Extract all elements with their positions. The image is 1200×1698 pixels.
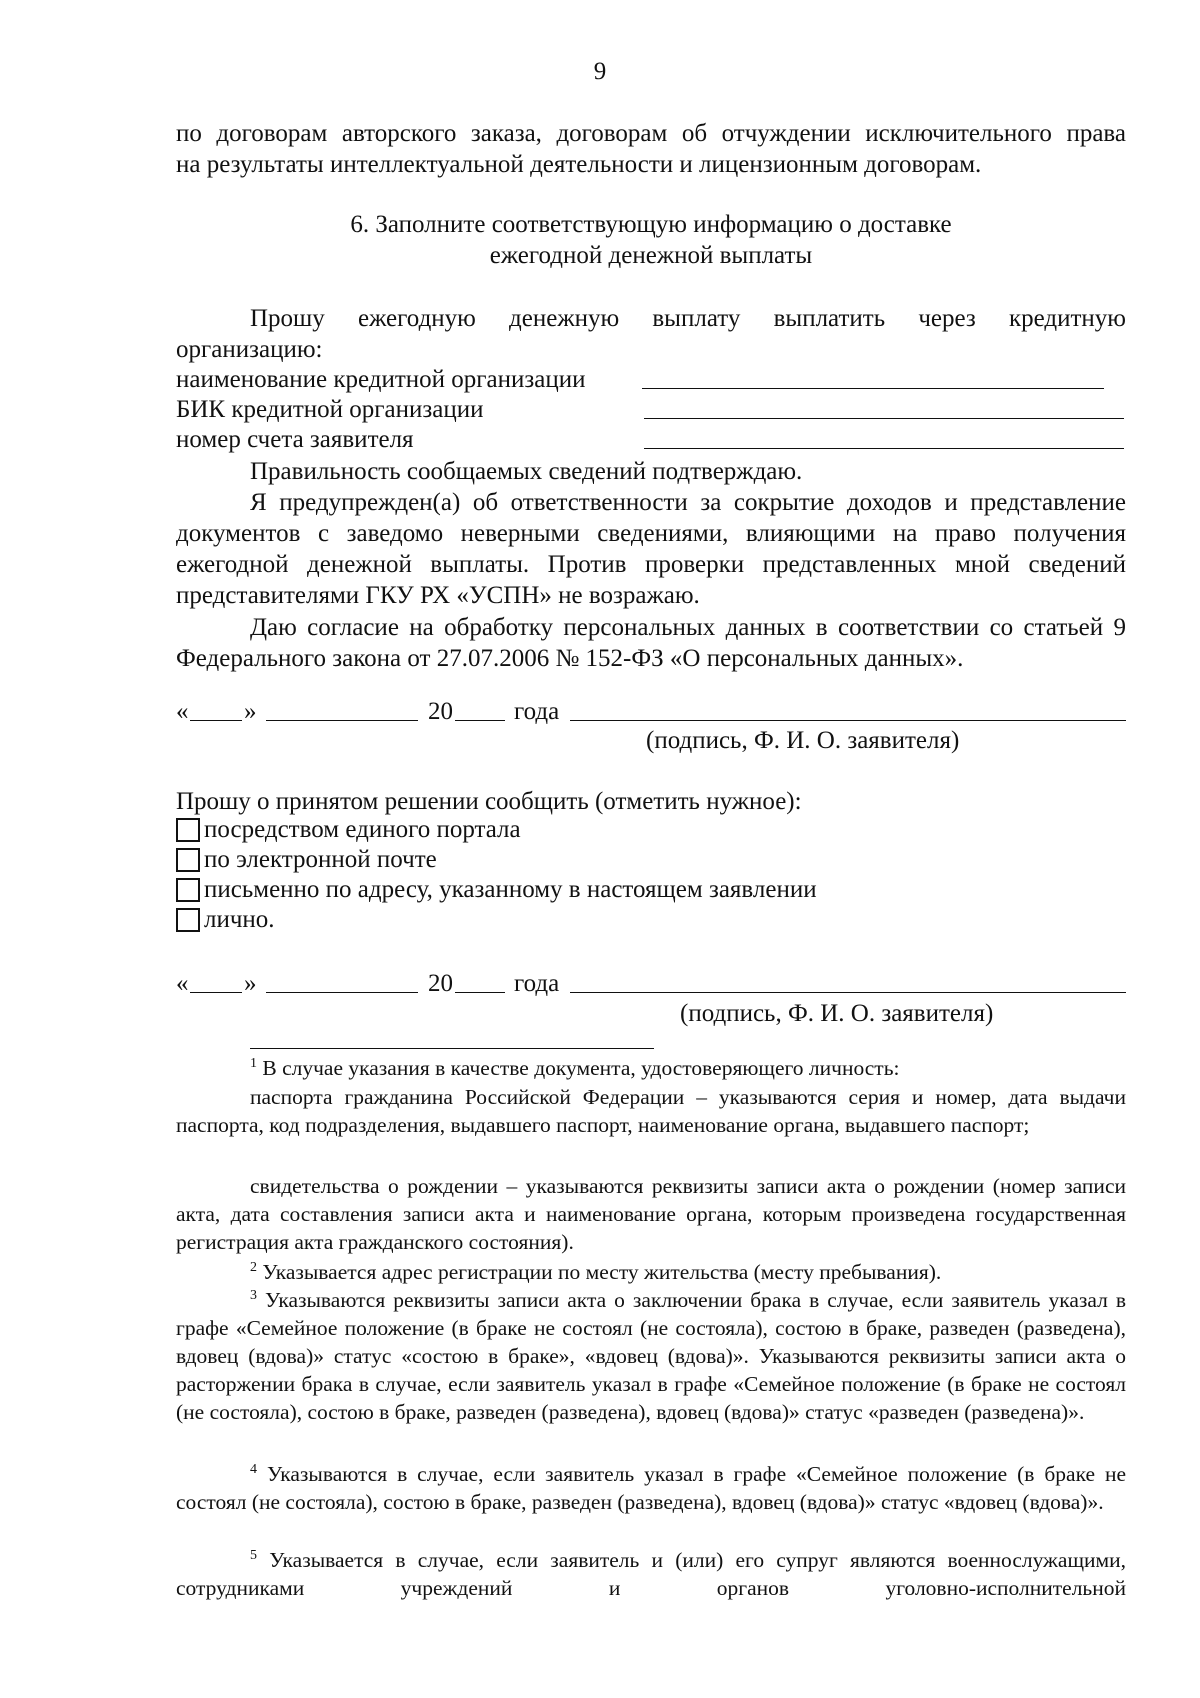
footnote-3-mark: 3 (250, 1288, 257, 1303)
year-field[interactable] (455, 720, 505, 721)
intro-line-2: на результаты интеллектуальной деятельности и лицензионным договорам. (176, 151, 982, 178)
footnote-separator (250, 1048, 654, 1049)
footnote-5 (176, 1546, 1126, 1602)
date-close-quote-2: » (244, 970, 257, 997)
day-field-2[interactable] (190, 992, 242, 993)
footnote-1-passport: паспорта гражданина Российской Федерации – указываются серия и номер, дата выдачи паспорта, код подразделения, выдавшего паспорт, наименование органа, выдавшего паспорт; (176, 1085, 1126, 1137)
option-email-label: по электронной почте (204, 846, 437, 873)
notify-heading: Прошу о принятом решении сообщить (отметить нужное): (176, 788, 802, 815)
option-mail-label: письменно по адресу, указанному в настоящем заявлении (204, 876, 817, 903)
section-title-line-1: 6. Заполните соответствующую информацию о доставке (350, 211, 952, 238)
footnote-1-intro (250, 1054, 1126, 1082)
footnote-5-mark: 5 (250, 1548, 257, 1563)
option-personal-label: лично. (204, 906, 275, 933)
intro-line-1: по договорам авторского заказа, договорам об отчуждении исключительного права (176, 120, 1126, 147)
date-open-quote: « (176, 698, 189, 725)
month-field[interactable] (266, 720, 418, 721)
consent-paragraph: Даю согласие на обработку персональных данных в соответствии со статьей 9 Федерального закона от 27.07.2006 № 152-ФЗ «О персональных данных». (176, 614, 1126, 672)
account-field[interactable] (644, 448, 1124, 449)
date-open-quote-2: « (176, 970, 189, 997)
request-line-1: Прошу ежегодную денежную выплату выплатить через кредитную (250, 305, 1126, 332)
footnote-2-mark: 2 (250, 1260, 257, 1275)
footnote-1-mark: 1 (250, 1056, 257, 1071)
request-line-2: организацию: (176, 336, 323, 363)
footnote-3 (176, 1286, 1126, 1426)
signature-caption-2: (подпись, Ф. И. О. заявителя) (680, 1000, 994, 1027)
footnote-3-text: Указываются реквизиты записи акта о заключении брака в случае, если заявитель указал в графе «Семейное положение (в браке не состоял (не состояла), состою в браке, разведен (разведена), вдовец (вдова)» статус «состою в браке», «вдовец (вдова)». Указываются реквизиты записи акта о расторжении брака в случае, если заявитель указал в графе «Семейное положение (в браке не состоял (не состояла), состою в браке, разведен (разведена), вдовец (вдова)» статус «разведен (разведена)». (176, 1288, 1126, 1424)
checkbox-mail[interactable] (176, 878, 200, 902)
footnote-1-intro-text: В случае указания в качестве документа, удостоверяющего личность: (262, 1056, 900, 1080)
confirm-text: Правильность сообщаемых сведений подтверждаю. (250, 458, 803, 485)
signature-caption: (подпись, Ф. И. О. заявителя) (646, 727, 960, 754)
day-field[interactable] (190, 720, 242, 721)
year-field-2[interactable] (455, 992, 505, 993)
checkbox-portal[interactable] (176, 818, 200, 842)
year-prefix: 20 (428, 698, 453, 725)
signature-field-2[interactable] (570, 992, 1126, 993)
footnote-4-text: Указываются в случае, если заявитель указал в графе «Семейное положение (в браке не состоял (не состояла), состою в браке, разведен (разведена), вдовец (вдова)» статус «вдовец (вдова)». (176, 1462, 1126, 1514)
section-title-line-2: ежегодной денежной выплаты (489, 242, 813, 269)
page-number: 9 (593, 58, 607, 85)
bank-name-label: наименование кредитной организации (176, 366, 586, 393)
signature-field[interactable] (570, 720, 1126, 721)
bik-field[interactable] (644, 418, 1124, 419)
year-word: года (514, 698, 560, 725)
footnote-4-mark: 4 (250, 1462, 257, 1477)
year-word-2: года (514, 970, 560, 997)
option-portal-label: посредством единого портала (204, 816, 521, 843)
footnote-2 (176, 1258, 1126, 1286)
footnote-1-birth: свидетельства о рождении – указываются реквизиты записи акта о рождении (номер записи акта, дата составления записи акта и наименование органа, которым произведена государственная регистрация акта гражданского состояния). (176, 1174, 1126, 1254)
footnote-4 (176, 1460, 1126, 1516)
date-close-quote: » (244, 698, 257, 725)
month-field-2[interactable] (266, 992, 418, 993)
checkbox-personal[interactable] (176, 908, 200, 932)
checkbox-email[interactable] (176, 848, 200, 872)
year-prefix-2: 20 (428, 970, 453, 997)
footnote-5-text: Указывается в случае, если заявитель и (или) его супруг являются военнослужащими, сотрудниками учреждений и органов уголовно-исполнительной (176, 1548, 1127, 1600)
bik-label: БИК кредитной организации (176, 396, 484, 423)
bank-name-field[interactable] (642, 388, 1104, 389)
warning-paragraph: Я предупрежден(а) об ответственности за сокрытие доходов и представление документов с заведомо неверными сведениями, влияющими на право получения ежегодной денежной выплаты. Против проверки представленных мной сведений представителями ГКУ РХ «УСПН» не возражаю. (176, 489, 1126, 609)
footnote-2-text: Указывается адрес регистрации по месту жительства (месту пребывания). (262, 1260, 942, 1284)
account-label: номер счета заявителя (176, 426, 414, 453)
